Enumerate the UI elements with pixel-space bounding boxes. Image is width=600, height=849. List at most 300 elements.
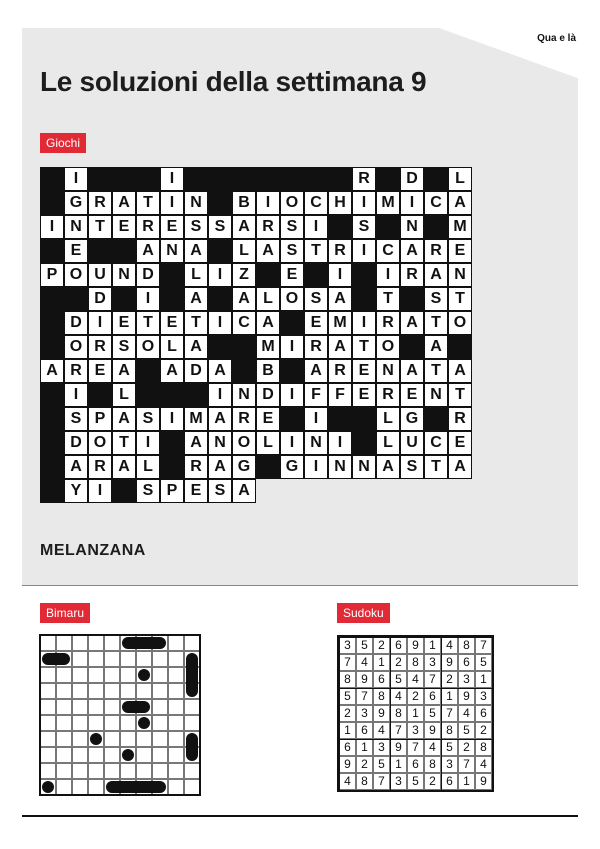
crossword-block [424,215,448,239]
crossword-cell: I [208,263,232,287]
sudoku-cell: 9 [356,671,373,688]
crossword-block [40,167,64,191]
crossword-block [40,311,64,335]
sudoku-cell: 1 [424,637,441,654]
crossword-block [424,407,448,431]
crossword-cell: A [208,407,232,431]
crossword-block [136,359,160,383]
sudoku-cell: 4 [356,654,373,671]
crossword-block [400,335,424,359]
crossword-cell: L [256,287,280,311]
crossword-cell: I [160,191,184,215]
sudoku-cell: 3 [373,739,390,756]
crossword-block [376,167,400,191]
section-label: Qua e là [537,33,576,44]
crossword-cell: S [304,287,328,311]
crossword-cell: N [112,263,136,287]
sudoku-cell: 3 [390,773,407,790]
crossword-cell: A [400,359,424,383]
crossword-cell: N [328,455,352,479]
crossword-cell: A [64,455,88,479]
crossword-cell: E [400,383,424,407]
crossword-cell: I [328,263,352,287]
sudoku-cell: 2 [407,688,424,705]
crossword-cell: L [112,383,136,407]
crossword-block [208,335,232,359]
crossword-cell: E [280,263,304,287]
crossword-block [184,383,208,407]
crossword-cell: O [280,191,304,215]
crossword-cell: E [88,359,112,383]
bimaru-ship-horizontal [42,653,70,665]
section-divider [22,585,578,586]
crossword-cell: S [424,287,448,311]
sudoku-cell: 8 [407,654,424,671]
crossword-block [424,167,448,191]
crossword-block [208,191,232,215]
sudoku-cell: 5 [339,688,356,705]
crossword-cell: P [88,407,112,431]
crossword-cell: S [64,407,88,431]
crossword-cell: I [160,407,184,431]
sudoku-cell: 8 [475,739,492,756]
crossword-cell: I [64,167,88,191]
crossword-cell: O [64,263,88,287]
crossword-cell: D [64,431,88,455]
crossword-cell: I [304,215,328,239]
crossword-block [184,167,208,191]
sudoku-cell: 7 [424,671,441,688]
crossword-block [112,479,136,503]
crossword-cell: I [352,239,376,263]
crossword-cell: O [280,287,304,311]
crossword-cell: M [376,191,400,215]
crossword-cell: I [136,431,160,455]
crossword-cell: A [232,287,256,311]
crossword-cell: O [136,335,160,359]
crossword-cell: U [400,431,424,455]
crossword-block [352,263,376,287]
crossword-block [40,287,64,311]
crossword-cell: P [40,263,64,287]
sudoku-cell: 7 [458,756,475,773]
crossword-cell: R [448,407,472,431]
crossword-cell: T [424,359,448,383]
crossword-cell: N [400,215,424,239]
crossword-block [88,383,112,407]
crossword-cell: L [160,335,184,359]
crossword-cell: E [64,239,88,263]
sudoku-cell: 8 [458,637,475,654]
crossword-cell: O [88,431,112,455]
sudoku-cell: 7 [373,773,390,790]
crossword-cell: G [64,191,88,215]
crossword-cell: I [40,215,64,239]
crossword-block [280,311,304,335]
sudoku-cell: 4 [475,756,492,773]
crossword-cell: S [208,215,232,239]
crossword-cell: R [256,215,280,239]
crossword-cell: B [232,191,256,215]
crossword-cell: T [184,311,208,335]
crossword-block [136,383,160,407]
crossword-cell: N [184,191,208,215]
crossword-block [328,167,352,191]
crossword-block [160,383,184,407]
sudoku-cell: 1 [407,705,424,722]
sudoku-cell: 5 [441,739,458,756]
crossword-cell: G [280,455,304,479]
bimaru-ship-single [138,717,150,729]
sudoku-cell: 1 [373,654,390,671]
crossword-cell: R [328,239,352,263]
sudoku-cell: 2 [390,654,407,671]
crossword-block [112,167,136,191]
crossword-cell: D [256,383,280,407]
crossword-block [256,455,280,479]
sudoku-cell: 1 [339,722,356,739]
crossword-cell: D [184,359,208,383]
sudoku-cell: 7 [390,722,407,739]
sudoku-cell: 2 [441,671,458,688]
sudoku-cell: 1 [356,739,373,756]
crossword-cell: U [88,263,112,287]
crossword-cell: E [448,239,472,263]
sudoku-cell: 2 [356,756,373,773]
sudoku-cell: 1 [441,688,458,705]
bimaru-ship-single [90,733,102,745]
crossword-cell: R [136,215,160,239]
crossword-block [160,287,184,311]
crossword-cell: I [280,335,304,359]
crossword-cell: A [448,455,472,479]
crossword-cell: D [136,263,160,287]
crossword-block [160,431,184,455]
crossword-block [40,239,64,263]
crossword-block [88,239,112,263]
sudoku-cell: 4 [424,739,441,756]
sudoku-cell: 8 [356,773,373,790]
crossword-block [112,239,136,263]
crossword-cell: N [304,431,328,455]
crossword-cell: C [376,239,400,263]
sudoku-cell: 9 [373,705,390,722]
crossword-block [400,287,424,311]
crossword-cell: A [376,455,400,479]
sudoku-cell: 4 [407,671,424,688]
crossword-cell: N [232,383,256,407]
crossword-cell: S [352,215,376,239]
crossword-cell: M [256,335,280,359]
crossword-cell: A [112,407,136,431]
crossword-block [304,263,328,287]
crossword-cell: E [160,311,184,335]
bimaru-ship-horizontal [122,701,150,713]
crossword-block [40,335,64,359]
crossword-cell: A [400,311,424,335]
crossword-cell: Y [64,479,88,503]
crossword-block [352,431,376,455]
crossword-cell: O [376,335,400,359]
sudoku-cell: 5 [356,637,373,654]
crossword-cell: M [184,407,208,431]
crossword-block [112,287,136,311]
sudoku-cell: 4 [373,722,390,739]
crossword-cell: I [352,311,376,335]
crossword-block [40,383,64,407]
sudoku-cell: 2 [475,722,492,739]
sudoku-cell: 8 [339,671,356,688]
sudoku-cell: 2 [424,773,441,790]
sudoku-tag: Sudoku [337,603,390,623]
crossword-cell: T [136,311,160,335]
crossword-cell: R [88,455,112,479]
crossword-block [232,359,256,383]
crossword-cell: T [424,311,448,335]
crossword-cell: R [88,335,112,359]
crossword-block [448,335,472,359]
sudoku-cell: 7 [441,705,458,722]
crossword-cell: R [328,359,352,383]
crossword-block [256,263,280,287]
crossword-cell: L [184,263,208,287]
crossword-cell: T [424,455,448,479]
crossword-block [328,407,352,431]
sudoku-cell: 9 [390,739,407,756]
crossword-cell: I [136,287,160,311]
crossword-cell: I [256,191,280,215]
sudoku-cell: 3 [339,637,356,654]
crossword-cell: T [136,191,160,215]
crossword-cell: D [64,311,88,335]
sudoku-cell: 4 [458,705,475,722]
sudoku-cell: 2 [373,637,390,654]
crossword-cell: N [160,239,184,263]
crossword-cell: M [448,215,472,239]
bimaru-ship-horizontal [122,637,166,649]
crossword-cell: P [160,479,184,503]
crossword-cell: I [400,191,424,215]
sudoku-cell: 1 [390,756,407,773]
crossword-cell: M [328,311,352,335]
crossword-cell: G [232,455,256,479]
crossword-cell: S [136,407,160,431]
sudoku-cell: 7 [407,739,424,756]
crossword-cell: A [184,287,208,311]
crossword-cell: A [232,215,256,239]
crossword-cell: S [112,335,136,359]
crossword-cell: I [64,383,88,407]
crossword-cell: L [448,167,472,191]
sudoku-cell: 5 [475,654,492,671]
crossword-cell: A [424,335,448,359]
crossword-cell: A [112,191,136,215]
sudoku-cell: 9 [441,654,458,671]
crossword-cell: B [256,359,280,383]
crossword-cell: N [64,215,88,239]
sudoku-cell: 9 [424,722,441,739]
sudoku-cell: 1 [458,773,475,790]
sudoku-cell: 8 [390,705,407,722]
crossword-block [304,167,328,191]
crossword-cell: I [328,431,352,455]
crossword-cell: S [208,479,232,503]
crossword-cell: A [232,479,256,503]
crossword-block [40,479,64,503]
crossword-block [352,287,376,311]
crossword-cell: N [448,263,472,287]
bimaru-ship-single [42,781,54,793]
sudoku-cell: 4 [390,688,407,705]
crossword-cell: A [40,359,64,383]
crossword-cell: E [112,215,136,239]
crossword-cell: R [232,407,256,431]
crossword-cell: R [400,263,424,287]
sudoku-cell: 8 [373,688,390,705]
crossword-cell: A [160,359,184,383]
crossword-cell: A [256,311,280,335]
bimaru-ship-horizontal [106,781,166,793]
crossword-block [280,167,304,191]
sudoku-cell: 6 [390,637,407,654]
crossword-cell: R [184,455,208,479]
crossword-tag: Giochi [40,133,86,153]
sudoku-cell: 6 [339,739,356,756]
crossword-cell: L [136,455,160,479]
crossword-cell: A [184,335,208,359]
crossword-cell: S [280,239,304,263]
sudoku-cell: 6 [356,722,373,739]
crossword-block [208,287,232,311]
crossword-block [280,359,304,383]
sudoku-cell: 1 [475,671,492,688]
crossword-cell: T [448,383,472,407]
crossword-cell: E [160,215,184,239]
sudoku-cell: 6 [441,773,458,790]
crossword-cell: S [280,215,304,239]
crossword-block [328,215,352,239]
crossword-block [64,287,88,311]
crossword-block [40,407,64,431]
crossword-cell: D [400,167,424,191]
crossword-block [40,431,64,455]
crossword-cell: T [304,239,328,263]
crossword-cell: O [232,431,256,455]
crossword-cell: R [376,383,400,407]
sudoku-cell: 9 [339,756,356,773]
sudoku-cell: 5 [424,705,441,722]
crossword-cell: T [352,335,376,359]
sudoku-cell: 5 [373,756,390,773]
sudoku-cell: 7 [356,688,373,705]
crossword-block [232,167,256,191]
crossword-cell: E [256,407,280,431]
crossword-cell: A [328,287,352,311]
crossword-cell: I [376,263,400,287]
crossword-cell: R [64,359,88,383]
crossword-cell: H [328,191,352,215]
crossword-block [136,167,160,191]
bimaru-ship-vertical [186,733,198,761]
bimaru-tag: Bimaru [40,603,90,623]
crossword-answer: MELANZANA [40,542,146,559]
crossword-cell: A [136,239,160,263]
crossword-cell: A [448,359,472,383]
bimaru-ship-single [138,669,150,681]
crossword-cell: S [400,455,424,479]
crossword-cell: C [304,191,328,215]
crossword-block [160,263,184,287]
crossword-cell: N [208,431,232,455]
bottom-rule [22,815,578,817]
crossword-cell: R [376,311,400,335]
crossword-cell: A [208,359,232,383]
crossword-cell: F [328,383,352,407]
crossword-cell: A [112,455,136,479]
sudoku-cell: 6 [407,756,424,773]
crossword-block [208,239,232,263]
sudoku-cell: 6 [373,671,390,688]
sudoku-cell: 3 [458,671,475,688]
crossword-cell: N [352,455,376,479]
crossword-cell: T [448,287,472,311]
crossword-cell: G [400,407,424,431]
crossword-cell: E [352,383,376,407]
crossword-cell: A [208,455,232,479]
crossword-cell: O [64,335,88,359]
crossword-cell: I [208,383,232,407]
crossword-block [208,167,232,191]
crossword-cell: C [232,311,256,335]
crossword-block [40,455,64,479]
crossword-cell: S [184,215,208,239]
sudoku-cell: 2 [339,705,356,722]
sudoku-cell: 2 [458,739,475,756]
crossword-cell: T [88,215,112,239]
bimaru-ship-vertical [186,653,198,697]
crossword-cell: A [184,239,208,263]
crossword-cell: L [256,431,280,455]
crossword-cell: L [376,431,400,455]
sudoku-cell: 3 [356,705,373,722]
crossword-cell: L [376,407,400,431]
crossword-cell: A [400,239,424,263]
crossword-cell: I [160,167,184,191]
sudoku-cell: 6 [458,654,475,671]
sudoku-cell: 9 [407,637,424,654]
crossword-cell: A [112,359,136,383]
crossword-cell: E [184,479,208,503]
crossword-cell: E [352,359,376,383]
sudoku-cell: 3 [407,722,424,739]
crossword-block [40,191,64,215]
crossword-cell: A [448,191,472,215]
sudoku-cell: 3 [424,654,441,671]
crossword-cell: T [112,431,136,455]
crossword-block [280,407,304,431]
sudoku-grid [337,635,494,792]
crossword-block [160,455,184,479]
crossword-cell: I [280,431,304,455]
crossword-cell: I [280,383,304,407]
sudoku-cell: 6 [424,688,441,705]
crossword-cell: A [424,263,448,287]
crossword-cell: R [352,167,376,191]
crossword-cell: I [208,311,232,335]
crossword-cell: D [88,287,112,311]
crossword-cell: R [304,335,328,359]
crossword-block [376,215,400,239]
